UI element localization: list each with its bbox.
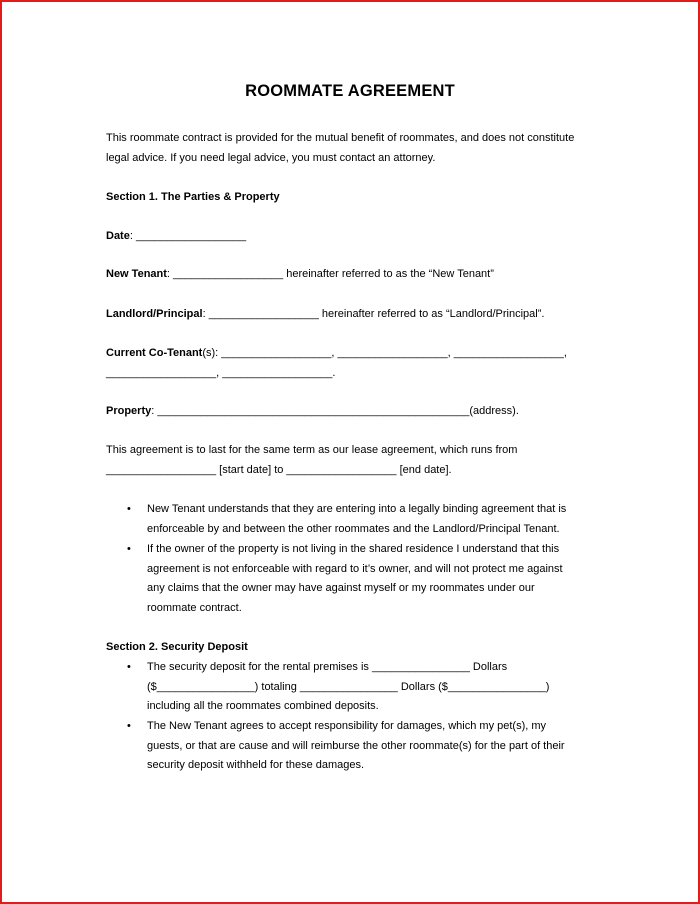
s2-bullet-1-line-2: ($________________) totaling ________________ Dollars ($________________) (147, 681, 550, 693)
landlord-field (106, 307, 544, 321)
s2-bullet-2-line-2: guests, or that are cause and will reimburse the other roommate(s) for the part of their (147, 740, 565, 752)
intro-line-2: legal advice. If you need legal advice, you must contact an attorney. (106, 152, 436, 164)
s2-bullet-2-line-1: The New Tenant agrees to accept responsibility for damages, which my pet(s), my (147, 720, 547, 732)
s1-bullet-2-line-2: agreement is not enforceable with regard to it’s owner, and will not protect me against (147, 563, 563, 575)
date-blank: : __________________ (129, 230, 247, 242)
section-1-heading: Section 1. The Parties & Property (106, 191, 280, 203)
bullet-icon: • (127, 661, 131, 673)
co-tenant-blanks: (s): __________________, __________________, __________________, (202, 347, 567, 359)
new-tenant-blank: : __________________ hereinafter referred to as the “New Tenant” (166, 268, 494, 280)
s1-bullet-2-line-1: If the owner of the property is not living in the shared residence I understand that this (147, 543, 560, 555)
new-tenant-label: New Tenant (106, 268, 167, 280)
s2-bullet-1-line-3: including all the roommates combined deposits. (147, 700, 379, 712)
date-field (106, 229, 246, 243)
bullet-icon: • (127, 543, 131, 555)
bullet-icon: • (127, 720, 131, 732)
term-line-2: __________________ [start date] to __________________ [end date]. (106, 464, 452, 476)
term-line-1: This agreement is to last for the same term as our lease agreement, which runs from (106, 444, 518, 456)
document-title: ROOMMATE AGREEMENT (245, 82, 455, 100)
s1-bullet-1-line-2: enforceable by and between the other roommates and the Landlord/Principal Tenant. (147, 523, 560, 535)
new-tenant-field (106, 267, 494, 281)
s1-bullet-2-line-3: any claims that the owner may have against myself or my roommates under our (147, 582, 535, 594)
co-tenant-field (106, 346, 567, 360)
bullet-icon: • (127, 503, 131, 515)
date-label: Date (106, 230, 130, 242)
intro-line-1: This roommate contract is provided for the mutual benefit of roommates, and does not constitute (106, 132, 575, 144)
property-field (106, 404, 519, 418)
s1-bullet-1-line-1: New Tenant understands that they are entering into a legally binding agreement that is (147, 503, 567, 515)
section-2-heading: Section 2. Security Deposit (106, 641, 248, 653)
co-tenant-label: Current Co-Tenant (106, 347, 203, 359)
s2-bullet-2-line-3: security deposit withheld for these damages. (147, 759, 365, 771)
s1-bullet-2-line-4: roommate contract. (147, 602, 242, 614)
s2-bullet-1-line-1: The security deposit for the rental premises is ________________ Dollars (147, 661, 508, 673)
co-tenant-line-2: __________________, __________________. (106, 367, 336, 379)
property-blank: : ___________________________________________________(address). (151, 405, 519, 417)
landlord-blank: : __________________ hereinafter referred to as “Landlord/Principal”. (202, 308, 545, 320)
property-label: Property (106, 405, 152, 417)
landlord-label: Landlord/Principal (106, 308, 203, 320)
